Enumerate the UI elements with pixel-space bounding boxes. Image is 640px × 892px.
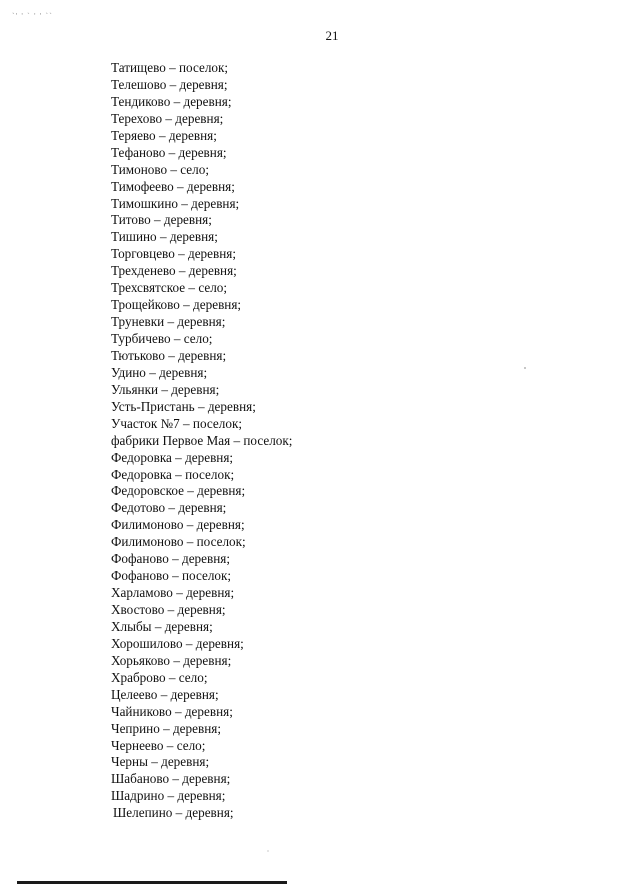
list-item: Труневки – деревня;: [111, 314, 226, 330]
list-item: Тютьково – деревня;: [111, 347, 227, 363]
list-item: Целеево – деревня;: [111, 686, 219, 702]
list-item: Тефаново – деревня;: [111, 144, 227, 160]
list-item: Титово – деревня;: [111, 212, 212, 228]
list-item: Усть-Пристань – деревня;: [111, 398, 256, 414]
list-item: Федоровка – деревня;: [111, 449, 234, 465]
settlement-list: [111, 60, 292, 822]
list-item: Тимоново – село;: [111, 161, 209, 177]
list-item: Чернеево – село;: [111, 737, 206, 753]
list-item: Трехсвятское – село;: [111, 280, 228, 296]
list-item: Хорьяково – деревня;: [111, 652, 232, 668]
list-item: Терехово – деревня;: [111, 110, 224, 126]
list-item: Харламово – деревня;: [111, 585, 235, 601]
list-item: Трехденево – деревня;: [111, 263, 237, 279]
list-item: Черны – деревня;: [111, 754, 210, 770]
scan-artifact-marks: `' ' ` ' ' ``: [12, 12, 53, 21]
list-item: Фофаново – поселок;: [111, 568, 232, 584]
list-item: Чайниково – деревня;: [111, 703, 233, 719]
list-item: Хлыбы – деревня;: [111, 618, 213, 634]
list-item: Шелепино – деревня;: [113, 805, 234, 821]
list-item: Чеприно – деревня;: [111, 720, 221, 736]
list-item: Ульянки – деревня;: [111, 381, 220, 397]
list-item: Федотово – деревня;: [111, 500, 227, 516]
list-item: Татищево – поселок;: [111, 60, 229, 75]
list-item: Шабаново – деревня;: [111, 771, 231, 787]
list-item: Телешово – деревня;: [111, 76, 228, 92]
list-item: Тимошкино – деревня;: [111, 195, 240, 211]
list-item: Федоровка – поселок;: [111, 466, 235, 482]
list-item: Шадрино – деревня;: [111, 788, 226, 804]
list-item: Торговцево – деревня;: [111, 246, 237, 262]
list-item: Трощейково – деревня;: [111, 297, 242, 313]
list-item: Удино – деревня;: [111, 364, 208, 380]
scan-speck: [524, 367, 526, 369]
list-item: фабрики Первое Мая – поселок;: [111, 432, 293, 448]
list-item: Тендиково – деревня;: [111, 93, 232, 109]
list-item: Тимофеево – деревня;: [111, 178, 235, 194]
scan-speck: [267, 850, 269, 852]
list-item: Теряево – деревня;: [111, 127, 217, 143]
list-item: Филимоново – поселок;: [111, 534, 246, 550]
list-item: Участок №7 – поселок;: [111, 415, 243, 431]
list-item: Турбичево – село;: [111, 331, 213, 346]
list-item: Филимоново – деревня;: [111, 517, 245, 533]
list-item: Тишино – деревня;: [111, 229, 218, 245]
list-item: Фофаново – деревня;: [111, 551, 231, 567]
footer-rule: [17, 881, 287, 884]
list-item: Храброво – село;: [111, 669, 208, 685]
list-item: Хорошилово – деревня;: [111, 635, 244, 651]
list-item: Федоровское – деревня;: [111, 483, 246, 499]
list-item: Хвостово – деревня;: [111, 602, 226, 617]
page-number: 21: [325, 28, 339, 43]
